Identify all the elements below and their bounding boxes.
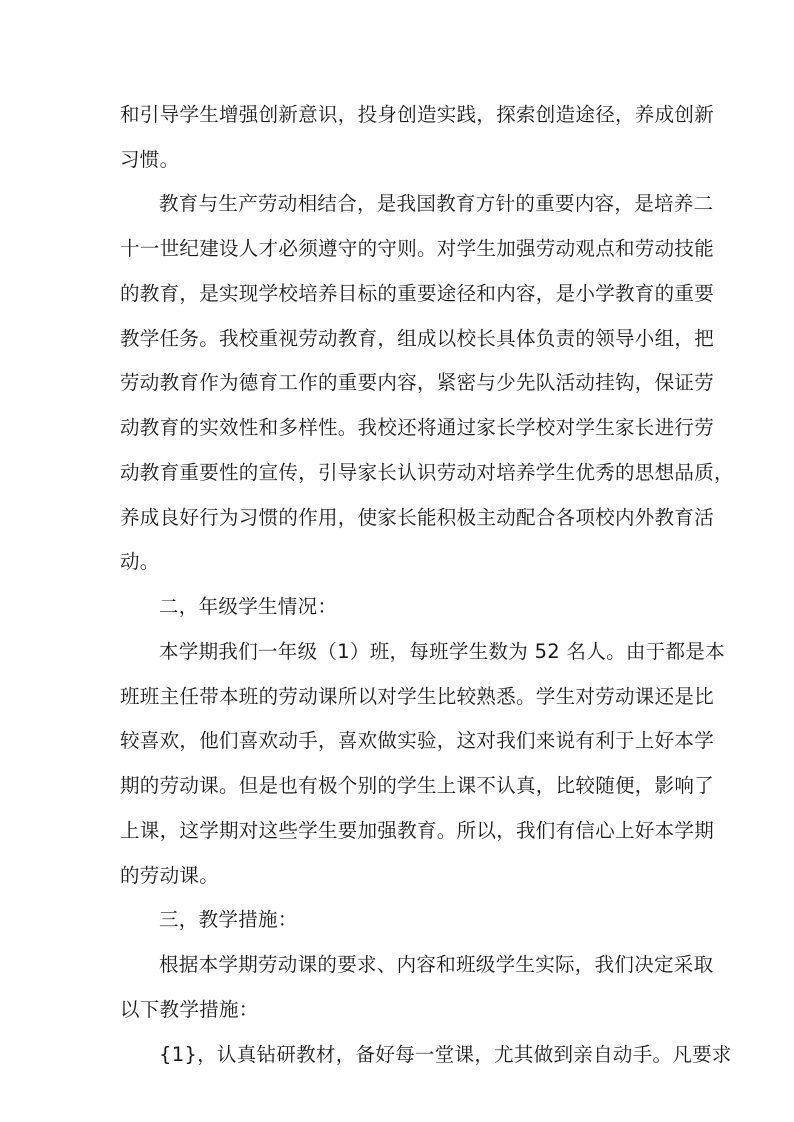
text-line: 养成良好行为习惯的作用，使家长能积极主动配合各项校内外教育活 [120, 506, 715, 529]
text-line: 以下教学措施： [120, 998, 259, 1021]
text-line: 较喜欢，他们喜欢动手，喜欢做实验，这对我们来说有利于上好本学 [120, 729, 715, 752]
text-line: 和引导学生增强创新意识，投身创造实践，探索创造途径，养成创新 [120, 103, 715, 126]
paragraph-start-line: 根据本学期劳动课的要求、内容和班级学生实际，我们决定采取 [159, 953, 714, 976]
text-line: 习惯。 [120, 148, 180, 171]
text-line: 动教育的实效性和多样性。我校还将通过家长学校对学生家长进行劳 [120, 416, 715, 439]
paragraph-start-line: 教育与生产劳动相结合，是我国教育方针的重要内容，是培养二 [159, 192, 714, 215]
text-line: 劳动教育作为德育工作的重要内容，紧密与少先队活动挂钩，保证劳 [120, 371, 715, 394]
text-line: 动教育重要性的宣传，引导家长认识劳动对培养学生优秀的思想品质， [120, 461, 734, 484]
section-heading-measures: 三，教学措施： [159, 908, 298, 931]
list-item-line: {1}，认真钻研教材，备好每一堂课，尤其做到亲自动手。凡要求 [159, 1043, 732, 1066]
text-line: 的劳动课。 [120, 864, 220, 887]
text-line: 教学任务。我校重视劳动教育，组成以校长具体负责的领导小组，把 [120, 327, 715, 350]
text-line: 期的劳动课。但是也有极个别的学生上课不认真，比较随便，影响了 [120, 774, 715, 797]
text-line: 十一世纪建设人才必须遵守的守则。对学生加强劳动观点和劳动技能 [120, 237, 715, 260]
paragraph-start-line: 本学期我们一年级（1）班，每班学生数为 52 名人。由于都是本 [159, 640, 725, 663]
text-line: 的教育，是实现学校培养目标的重要途径和内容，是小学教育的重要 [120, 282, 715, 305]
text-line: 上课，这学期对这些学生要加强教育。所以，我们有信心上好本学期 [120, 819, 715, 842]
text-line: 动。 [120, 550, 160, 573]
section-heading-students: 二，年级学生情况： [159, 595, 338, 618]
text-line: 班班主任带本班的劳动课所以对学生比较熟悉。学生对劳动课还是比 [120, 685, 715, 708]
